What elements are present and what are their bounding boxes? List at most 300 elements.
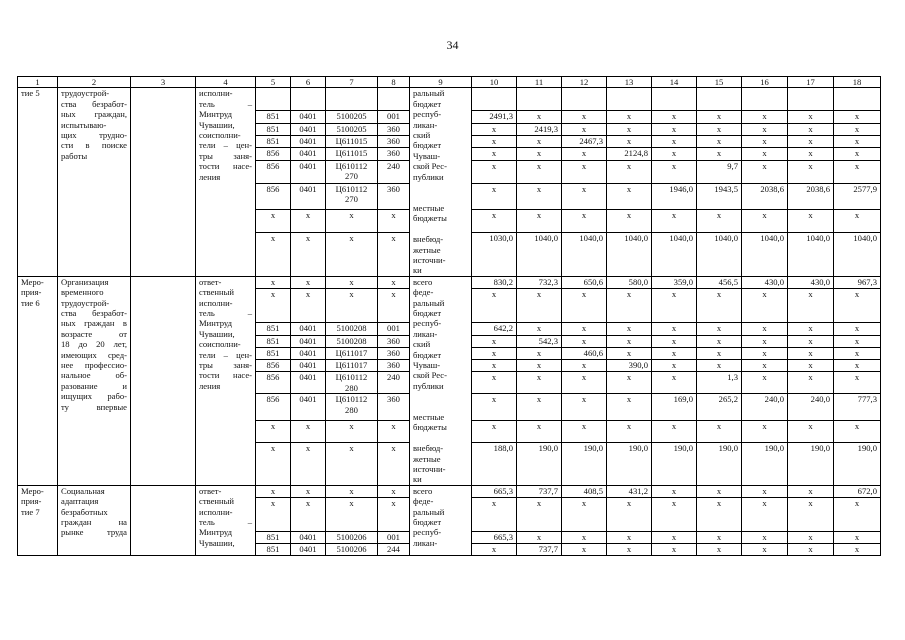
amount-cell: x (652, 497, 697, 531)
budget-code-cell: 244 (378, 543, 410, 555)
header-cell: 3 (131, 77, 196, 88)
amount-cell: x (472, 543, 517, 555)
budget-code-cell: 0401 (291, 531, 326, 543)
amount-cell: 169,0 (652, 394, 697, 420)
amount-cell: x (834, 323, 881, 335)
amount-cell: x (652, 323, 697, 335)
amount-cell: x (517, 394, 562, 420)
event-label-cell (18, 276, 58, 485)
amount-cell: 2491,3 (472, 111, 517, 123)
amount-cell (834, 88, 881, 111)
budget-code-cell: Ц610112 270 (326, 183, 378, 210)
cell-line: тры заня- (199, 359, 252, 370)
amount-cell: x (788, 210, 834, 233)
amount-cell: x (607, 497, 652, 531)
cell-line: тель – (199, 98, 252, 109)
budget-code-cell: Ц610112 280 (326, 372, 378, 394)
budget-code-cell: x (291, 443, 326, 486)
budget-table (17, 76, 881, 556)
amount-cell (697, 88, 742, 111)
amount-cell: 1040,0 (834, 233, 881, 277)
amount-cell: 2038,6 (788, 183, 834, 210)
cell-line: тие 6 (21, 297, 40, 308)
budget-code-cell: x (326, 497, 378, 531)
cell-line: ственный (199, 287, 234, 298)
funding-source-cell (410, 88, 472, 276)
amount-cell: 642,2 (472, 323, 517, 335)
amount-cell: x (788, 323, 834, 335)
cell-line: ства безработ- (61, 307, 127, 318)
cell-line: безработных (61, 506, 108, 517)
budget-code-cell: x (256, 210, 291, 233)
budget-code-cell: 5100205 (326, 123, 378, 135)
budget-code-cell: x (256, 485, 291, 497)
cell-line: Меро- (21, 276, 44, 287)
budget-code-cell: 0401 (291, 160, 326, 183)
amount-cell: x (834, 420, 881, 442)
amount-cell: x (607, 135, 652, 147)
amount-cell: 2419,3 (517, 123, 562, 135)
cell-line: феде- (413, 287, 434, 298)
cell-line: публики (413, 380, 444, 391)
cell-line: ства безработ- (61, 98, 127, 109)
cell-line: местные (413, 412, 445, 422)
budget-code-cell: x (256, 497, 291, 531)
amount-cell: x (517, 372, 562, 394)
amount-cell: x (697, 323, 742, 335)
amount-cell: x (697, 335, 742, 347)
executor-cell (196, 88, 256, 276)
budget-code-cell: x (326, 288, 378, 323)
amount-cell: x (607, 335, 652, 347)
executor-cell (196, 485, 256, 555)
amount-cell: x (742, 135, 788, 147)
budget-code-cell: 856 (256, 160, 291, 183)
cell-line: щих трудно- (61, 130, 127, 141)
budget-code-cell: x (291, 210, 326, 233)
table-row (18, 276, 881, 288)
cell-line (413, 224, 468, 234)
event-label-cell (18, 88, 58, 276)
budget-code-cell: 0401 (291, 335, 326, 347)
amount-cell: x (834, 347, 881, 359)
cell-line: временного (61, 287, 104, 298)
cell-line: сти в поиске (61, 140, 127, 151)
header-cell: 14 (652, 77, 697, 88)
budget-code-cell: x (326, 443, 378, 486)
amount-cell: x (742, 347, 788, 359)
amount-cell: x (697, 288, 742, 323)
budget-code-cell (378, 88, 410, 111)
amount-cell: x (517, 135, 562, 147)
amount-cell: x (472, 183, 517, 210)
budget-code-cell (256, 88, 291, 111)
amount-cell: 1,3 (697, 372, 742, 394)
cell-line: ликан- (413, 537, 438, 548)
amount-cell: x (742, 288, 788, 323)
header-cell: 9 (410, 77, 472, 88)
amount-cell: x (788, 335, 834, 347)
amount-cell: x (834, 497, 881, 531)
amount-cell: 650,6 (562, 276, 607, 288)
amount-cell: 190,0 (607, 443, 652, 486)
amount-cell: 9,7 (697, 160, 742, 183)
amount-cell: 188,0 (472, 443, 517, 486)
header-cell: 17 (788, 77, 834, 88)
cell-line: бюджет (413, 98, 442, 109)
header-cell: 10 (472, 77, 517, 88)
amount-cell: x (788, 372, 834, 394)
cell-line (413, 391, 468, 401)
budget-code-cell: x (256, 420, 291, 442)
amount-cell: x (742, 420, 788, 442)
amount-cell: x (607, 183, 652, 210)
budget-code-cell: 856 (256, 148, 291, 160)
cell-line: ответ- (199, 485, 222, 496)
amount-cell: x (742, 335, 788, 347)
cell-line: внебюд- (413, 234, 444, 245)
amount-cell: x (562, 210, 607, 233)
budget-code-cell: 851 (256, 335, 291, 347)
cell-line: исполни- (199, 297, 233, 308)
amount-cell: 1040,0 (788, 233, 834, 277)
amount-cell: x (652, 288, 697, 323)
target-indicator-cell (131, 276, 196, 485)
amount-cell: x (607, 288, 652, 323)
amount-cell: x (472, 420, 517, 442)
amount-cell: x (652, 123, 697, 135)
amount-cell: x (517, 111, 562, 123)
amount-cell: 737,7 (517, 485, 562, 497)
budget-code-cell: 851 (256, 123, 291, 135)
cell-line: ки (413, 265, 422, 276)
budget-code-cell: 856 (256, 359, 291, 371)
budget-code-cell (326, 88, 378, 111)
amount-cell: x (517, 531, 562, 543)
amount-cell: 2038,6 (742, 183, 788, 210)
amount-cell: x (742, 111, 788, 123)
amount-cell: x (472, 123, 517, 135)
amount-cell: 460,6 (562, 347, 607, 359)
amount-cell: 1943,5 (697, 183, 742, 210)
amount-cell: 1040,0 (652, 233, 697, 277)
budget-code-cell: 0401 (291, 323, 326, 335)
header-cell: 15 (697, 77, 742, 88)
amount-cell: x (562, 111, 607, 123)
amount-cell: 1946,0 (652, 183, 697, 210)
amount-cell: x (562, 335, 607, 347)
budget-code-cell: x (291, 497, 326, 531)
cell-line: Чуваш- (413, 359, 441, 370)
amount-cell: x (562, 359, 607, 371)
amount-cell: x (517, 420, 562, 442)
amount-cell (652, 88, 697, 111)
amount-cell: x (697, 347, 742, 359)
amount-cell: x (607, 420, 652, 442)
amount-cell: x (517, 288, 562, 323)
amount-cell: 1040,0 (517, 233, 562, 277)
budget-code-cell: 360 (378, 135, 410, 147)
amount-cell: x (788, 497, 834, 531)
amount-cell: 431,2 (607, 485, 652, 497)
cell-line: работы (61, 150, 88, 161)
budget-code-cell: 0401 (291, 347, 326, 359)
cell-line: бюджет (413, 140, 442, 151)
event-title-cell (58, 485, 131, 555)
amount-cell: x (562, 288, 607, 323)
amount-cell: x (742, 531, 788, 543)
amount-cell: x (652, 347, 697, 359)
amount-cell: x (562, 123, 607, 135)
cell-line: ления (199, 380, 221, 391)
budget-code-cell: x (378, 497, 410, 531)
amount-cell (788, 88, 834, 111)
cell-line: тели – цен- (199, 349, 252, 360)
amount-cell: 777,3 (834, 394, 881, 420)
amount-cell: x (472, 394, 517, 420)
budget-code-cell: 856 (256, 372, 291, 394)
amount-cell: x (607, 111, 652, 123)
cell-line: бюджеты (413, 422, 447, 433)
cell-line: прия- (21, 496, 42, 507)
amount-cell: x (652, 210, 697, 233)
budget-code-cell: 360 (378, 183, 410, 210)
amount-cell (517, 88, 562, 111)
budget-code-cell: 0401 (291, 111, 326, 123)
cell-line: тие 5 (21, 88, 40, 99)
budget-code-cell: 5100206 (326, 531, 378, 543)
cell-line: Минтруд (199, 318, 233, 329)
amount-cell: x (652, 420, 697, 442)
amount-cell: x (697, 123, 742, 135)
budget-code-cell: 240 (378, 372, 410, 394)
budget-code-cell: 0401 (291, 148, 326, 160)
budget-code-cell: 001 (378, 323, 410, 335)
amount-cell: x (607, 531, 652, 543)
amount-cell: 190,0 (562, 443, 607, 486)
cell-line: всего (413, 485, 433, 496)
cell-line (413, 192, 468, 202)
budget-code-cell: Ц611017 (326, 347, 378, 359)
budget-code-cell: 0401 (291, 135, 326, 147)
cell-line: соисполни- (199, 130, 241, 141)
amount-cell: x (834, 111, 881, 123)
cell-line: Социальная (61, 485, 105, 496)
amount-cell: x (834, 335, 881, 347)
budget-code-cell: 5100206 (326, 543, 378, 555)
budget-code-cell: x (378, 288, 410, 323)
amount-cell: x (472, 135, 517, 147)
amount-cell: 430,0 (788, 276, 834, 288)
amount-cell: x (834, 531, 881, 543)
budget-code-cell: Ц611017 (326, 359, 378, 371)
amount-cell: 359,0 (652, 276, 697, 288)
cell-line: исполни- (199, 506, 233, 517)
cell-line: трудоустрой- (61, 297, 110, 308)
budget-code-cell: x (326, 210, 378, 233)
amount-cell: x (788, 485, 834, 497)
amount-cell: x (562, 497, 607, 531)
funding-source-cell (410, 485, 472, 555)
amount-cell: x (788, 148, 834, 160)
amount-cell: 542,3 (517, 335, 562, 347)
budget-code-cell: x (326, 420, 378, 442)
budget-code-cell: Ц611015 (326, 148, 378, 160)
budget-code-cell: x (378, 233, 410, 277)
amount-cell: 1040,0 (607, 233, 652, 277)
budget-code-cell (291, 88, 326, 111)
header-cell: 18 (834, 77, 881, 88)
amount-cell: x (562, 420, 607, 442)
cell-line: респуб- (413, 318, 442, 329)
cell-line: тости насе- (199, 370, 252, 381)
budget-code-cell: x (256, 233, 291, 277)
amount-cell: 190,0 (834, 443, 881, 486)
amount-cell: x (834, 543, 881, 555)
amount-cell: x (697, 359, 742, 371)
cell-line: тель – (199, 517, 252, 528)
cell-line: Чуваш- (413, 150, 441, 161)
budget-code-cell: x (378, 210, 410, 233)
cell-line: ский (413, 130, 431, 141)
budget-code-cell: x (291, 420, 326, 442)
amount-cell: x (472, 335, 517, 347)
cell-line: тры заня- (199, 150, 252, 161)
cell-line: внебюд- (413, 443, 444, 454)
amount-cell: 830,2 (472, 276, 517, 288)
cell-line: ственный (199, 496, 234, 507)
amount-cell: x (607, 347, 652, 359)
amount-cell: 732,3 (517, 276, 562, 288)
cell-line: феде- (413, 496, 434, 507)
amount-cell (562, 88, 607, 111)
cell-line: Организация (61, 276, 109, 287)
table-body (18, 77, 881, 556)
amount-cell: 1040,0 (562, 233, 607, 277)
amount-cell: x (742, 372, 788, 394)
cell-line: жетные (413, 453, 441, 464)
cell-line: нее профессио- (61, 359, 127, 370)
amount-cell: 408,5 (562, 485, 607, 497)
budget-code-cell: x (378, 485, 410, 497)
cell-line: ральный (413, 88, 445, 99)
budget-code-cell: x (378, 420, 410, 442)
budget-code-cell: x (256, 288, 291, 323)
cell-line: ления (199, 171, 221, 182)
amount-cell (472, 88, 517, 111)
header-cell: 7 (326, 77, 378, 88)
budget-code-cell: 0401 (291, 359, 326, 371)
amount-cell: x (742, 543, 788, 555)
amount-cell: 2577,9 (834, 183, 881, 210)
amount-cell: x (652, 160, 697, 183)
amount-cell: 456,5 (697, 276, 742, 288)
amount-cell: x (697, 210, 742, 233)
amount-cell: x (742, 123, 788, 135)
budget-code-cell: 001 (378, 111, 410, 123)
cell-line: нальное об- (61, 370, 127, 381)
budget-code-cell: Ц611015 (326, 135, 378, 147)
cell-line: исполни- (199, 88, 233, 99)
budget-code-cell: x (378, 276, 410, 288)
cell-line: Чувашии, (199, 537, 235, 548)
budget-code-cell: Ц610112 270 (326, 160, 378, 183)
amount-cell: x (697, 497, 742, 531)
amount-cell: x (834, 372, 881, 394)
amount-cell: x (788, 420, 834, 442)
budget-code-cell: x (291, 288, 326, 323)
amount-cell: x (742, 359, 788, 371)
header-row (18, 77, 881, 88)
amount-cell: 190,0 (742, 443, 788, 486)
amount-cell: x (834, 123, 881, 135)
amount-cell: x (834, 148, 881, 160)
cell-line: ликан- (413, 119, 438, 130)
cell-line: граждан на (61, 517, 127, 528)
table-row (18, 88, 881, 111)
cell-line: ской Рес- (413, 161, 447, 172)
cell-line: ответ- (199, 276, 222, 287)
amount-cell: x (697, 135, 742, 147)
amount-cell: 2124,8 (607, 148, 652, 160)
cell-line: имеющих сред- (61, 349, 127, 360)
cell-line: Чувашии, (199, 119, 235, 130)
executor-cell (196, 276, 256, 485)
amount-cell: x (562, 160, 607, 183)
budget-code-cell: 5100208 (326, 323, 378, 335)
cell-line: Меро- (21, 485, 44, 496)
amount-cell: 190,0 (788, 443, 834, 486)
amount-cell: 967,3 (834, 276, 881, 288)
cell-line: Минтруд (199, 527, 233, 538)
amount-cell: 1030,0 (472, 233, 517, 277)
amount-cell: x (562, 183, 607, 210)
budget-code-cell: 001 (378, 531, 410, 543)
amount-cell: x (788, 111, 834, 123)
header-cell: 4 (196, 77, 256, 88)
budget-code-cell: 851 (256, 111, 291, 123)
amount-cell: x (652, 111, 697, 123)
cell-line: рынке труда (61, 527, 127, 538)
header-cell: 2 (58, 77, 131, 88)
amount-cell (607, 88, 652, 111)
amount-cell: 240,0 (788, 394, 834, 420)
amount-cell: x (472, 210, 517, 233)
budget-code-cell: 5100208 (326, 335, 378, 347)
cell-line: разование и (61, 380, 127, 391)
header-cell: 6 (291, 77, 326, 88)
cell-line: источни- (413, 254, 446, 265)
amount-cell: x (788, 531, 834, 543)
amount-cell: x (517, 183, 562, 210)
event-label-cell (18, 485, 58, 555)
amount-cell: x (652, 148, 697, 160)
amount-cell: x (517, 497, 562, 531)
budget-code-cell: 851 (256, 323, 291, 335)
amount-cell: 737,7 (517, 543, 562, 555)
amount-cell: 240,0 (742, 394, 788, 420)
amount-cell: 390,0 (607, 359, 652, 371)
amount-cell: x (472, 288, 517, 323)
header-cell: 5 (256, 77, 291, 88)
budget-code-cell: 0401 (291, 543, 326, 555)
amount-cell: x (742, 497, 788, 531)
budget-code-cell: x (326, 485, 378, 497)
amount-cell: x (788, 288, 834, 323)
budget-code-cell: 856 (256, 183, 291, 210)
amount-cell: x (834, 135, 881, 147)
amount-cell: x (517, 347, 562, 359)
